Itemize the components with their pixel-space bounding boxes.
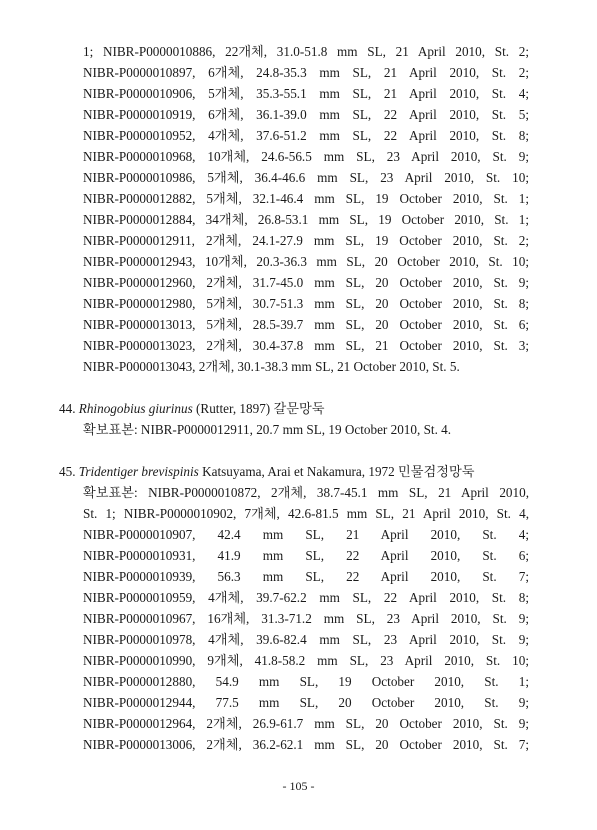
specimen-line: NIBR-P0000012980, 5개체, 30.7-51.3 mm SL, 20 October 2010, St. 8; — [83, 296, 529, 311]
specimen-line: NIBR-P0000010931, 41.9 mm SL, 22 April 2010, St. 6; — [83, 548, 529, 563]
specimen-line: NIBR-P0000013043, 2개체, 30.1-38.3 mm SL, 21 October 2010, St. 5. — [83, 359, 460, 374]
specimen-line: NIBR-P0000010897, 6개체, 24.8-35.3 mm SL, 21 April 2010, St. 2; — [83, 65, 529, 80]
specimen-line: 1; NIBR-P0000010886, 22개체, 31.0-51.8 mm SL, 21 April 2010, St. 2; — [83, 44, 529, 59]
species-korean-name: 갈문망둑 — [273, 401, 325, 416]
species-authority: Katsuyama, Arai et Nakamura, 1972 — [202, 464, 395, 479]
specimen-line: NIBR-P0000010952, 4개체, 37.6-51.2 mm SL, 22 April 2010, St. 8; — [83, 128, 529, 143]
species-name: Tridentiger brevispinis — [78, 464, 199, 479]
specimen-line: NIBR-P0000010959, 4개체, 39.7-62.2 mm SL, 22 April 2010, St. 8; — [83, 590, 529, 605]
specimen-line: NIBR-P0000010978, 4개체, 39.6-82.4 mm SL, 23 April 2010, St. 9; — [83, 632, 529, 647]
species-heading-45 — [59, 462, 529, 482]
specimen-line: NIBR-P0000012943, 10개체, 20.3-36.3 mm SL, 20 October 2010, St. 10; — [83, 254, 529, 269]
species-authority: (Rutter, 1897) — [196, 401, 271, 416]
specimen-line: 확보표본: NIBR-P0000012911, 20.7 mm SL, 19 October 2010, St. 4. — [83, 422, 452, 437]
specimen-line: NIBR-P0000010907, 42.4 mm SL, 21 April 2010, St. 4; — [83, 527, 529, 542]
specimen-line: NIBR-P0000012960, 2개체, 31.7-45.0 mm SL, 20 October 2010, St. 9; — [83, 275, 529, 290]
specimen-line: NIBR-P0000010939, 56.3 mm SL, 22 April 2010, St. 7; — [83, 569, 529, 584]
specimen-line: NIBR-P0000013006, 2개체, 36.2-62.1 mm SL, 20 October 2010, St. 7; — [83, 737, 529, 752]
specimen-line: NIBR-P0000010906, 5개체, 35.3-55.1 mm SL, 21 April 2010, St. 4; — [83, 86, 529, 101]
species-heading-44 — [59, 399, 529, 419]
specimen-line: NIBR-P0000010919, 6개체, 36.1-39.0 mm SL, 22 April 2010, St. 5; — [83, 107, 529, 122]
specimen-line: NIBR-P0000010986, 5개체, 36.4-46.6 mm SL, 23 April 2010, St. 10; — [83, 170, 529, 185]
specimen-line: NIBR-P0000012884, 34개체, 26.8-53.1 mm SL, 19 October 2010, St. 1; — [83, 212, 529, 227]
specimen-line: NIBR-P0000010967, 16개체, 31.3-71.2 mm SL, 23 April 2010, St. 9; — [83, 611, 529, 626]
specimen-line: 확보표본: NIBR-P0000010872, 2개체, 38.7-45.1 mm SL, 21 April 2010, — [83, 485, 529, 500]
specimen-line: NIBR-P0000012911, 2개체, 24.1-27.9 mm SL, 19 October 2010, St. 2; — [83, 233, 529, 248]
species-name: Rhinogobius giurinus — [78, 401, 193, 416]
specimen-line: NIBR-P0000012944, 77.5 mm SL, 20 October 2010, St. 9; — [83, 695, 529, 710]
specimen-line: NIBR-P0000013013, 5개체, 28.5-39.7 mm SL, 20 October 2010, St. 6; — [83, 317, 529, 332]
specimen-line: NIBR-P0000012964, 2개체, 26.9-61.7 mm SL, 20 October 2010, St. 9; — [83, 716, 529, 731]
specimen-line: NIBR-P0000012882, 5개체, 32.1-46.4 mm SL, 19 October 2010, St. 1; — [83, 191, 529, 206]
specimen-line: NIBR-P0000010968, 10개체, 24.6-56.5 mm SL, 23 April 2010, St. 9; — [83, 149, 529, 164]
specimen-line: NIBR-P0000010990, 9개체, 41.8-58.2 mm SL, 23 April 2010, St. 10; — [83, 653, 529, 668]
specimen-line: NIBR-P0000012880, 54.9 mm SL, 19 October 2010, St. 1; — [83, 674, 529, 689]
specimen-line: NIBR-P0000013023, 2개체, 30.4-37.8 mm SL, 21 October 2010, St. 3; — [83, 338, 529, 353]
page-number: - 105 - — [282, 779, 315, 793]
specimen-line: St. 1; NIBR-P0000010902, 7개체, 42.6-81.5 mm SL, 21 April 2010, St. 4, — [83, 506, 529, 521]
species-number: 45. — [59, 464, 76, 479]
species-korean-name: 민물검정망둑 — [398, 464, 475, 479]
species-number: 44. — [59, 401, 76, 416]
